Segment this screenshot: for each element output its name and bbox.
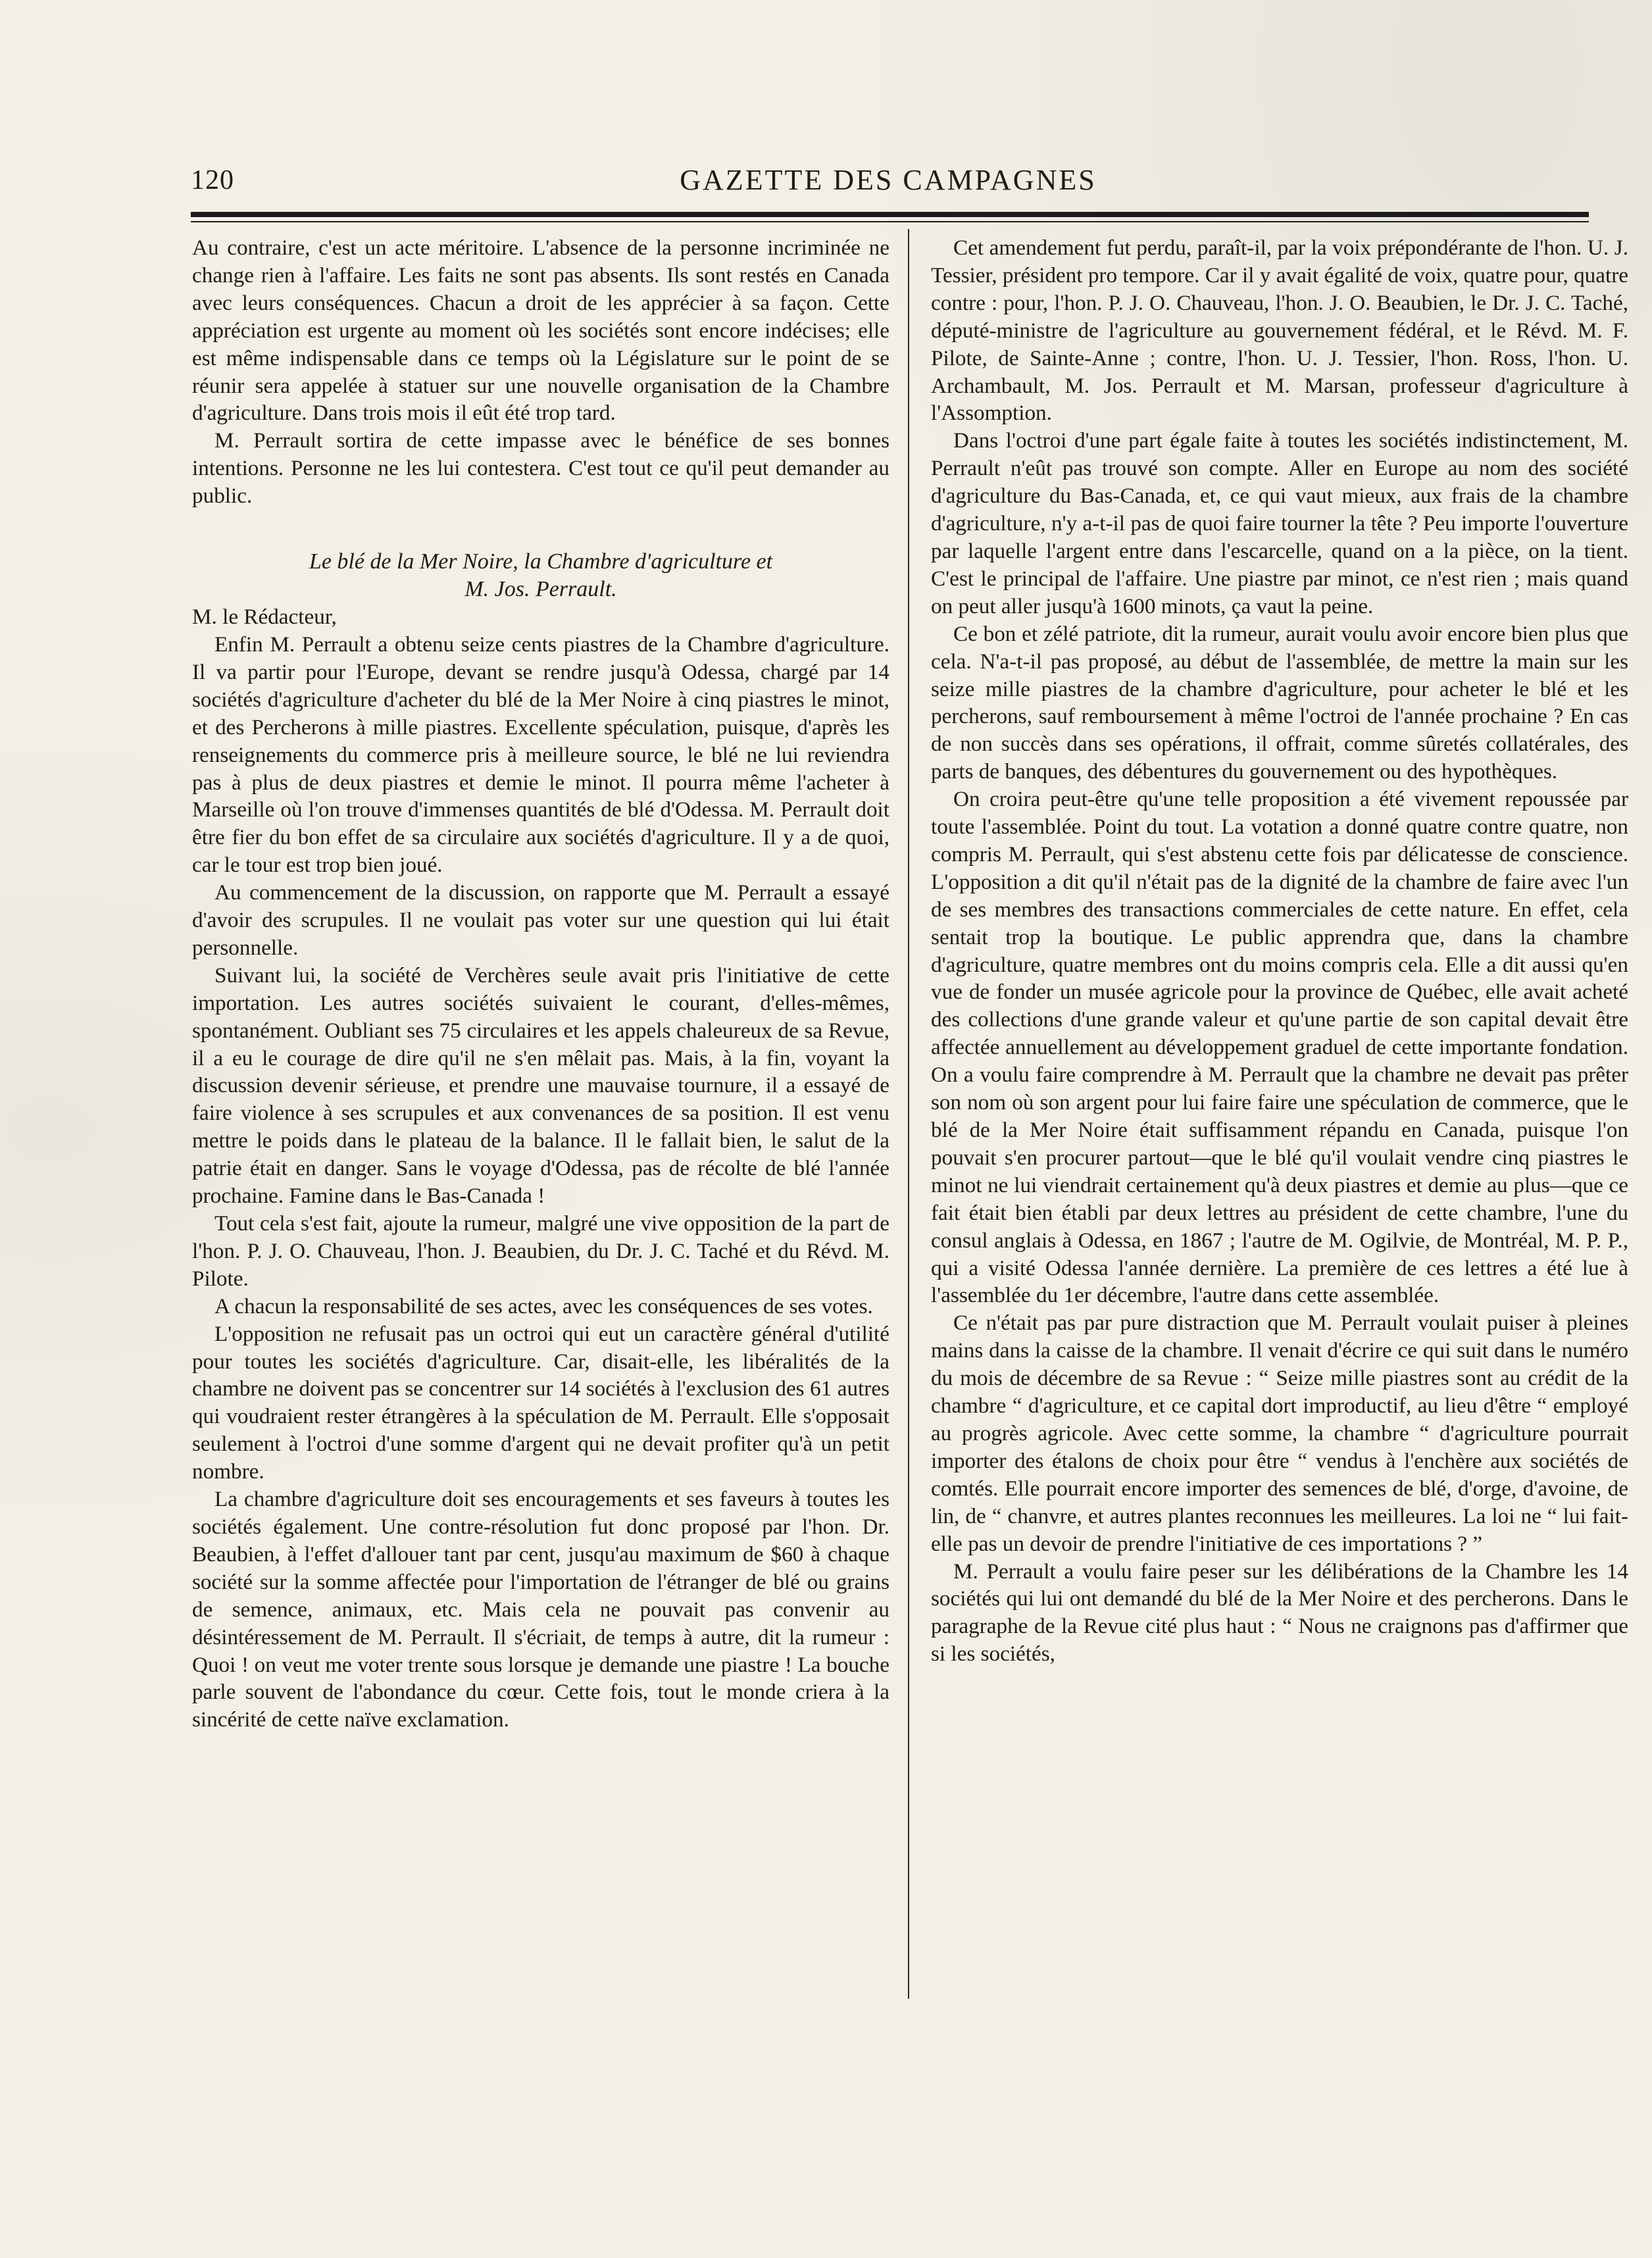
paragraph: On croira peut-être qu'une telle proposition a été vivement repoussée par toute l'assemblée. Point du tout. La votation a donné quatre contre quatre, non compris M. Perrault, qui s'est abstenu cette fois par délicatesse de conscience. L'opposition a dit qu'il n'était pas de la dignité de la chambre de faire avec l'un de ses membres des transactions commerciales de cette nature. En effet, cela sentait trop la boutique. Le public apprendra que, dans la chambre d'agriculture, quatre membres ont du moins compris cela. Elle a dit aussi qu'en vue de fonder un musée agricole pour la province de Québec, elle avait acheté des collections d'une grande valeur et qu'une partie de son capital devait être affectée annuellement au développement graduel de cette importante fondation. On a voulu faire comprendre à M. Perrault que la chambre ne devait pas prêter son nom où son argent pour lui faire faire une spéculation de commerce, que le blé de la Mer Noire était suffisamment répandu en Canada, puisque l'on pouvait s'en procurer partout—que le blé qu'il voulait vendre cinq piastres le minot ne lui viendrait certainement qu'à deux piastres et demie au plus—que ce fait était bien établi par deux lettres au président de cette chambre, l'une du consul anglais à Odessa, en 1867 ; l'autre de M. Ogilvie, de Montréal, M. P. P., qui a visité Odessa l'année dernière. La première de ces lettres a été lue à l'assemblée du 1er décembre, l'autre dans cette assemblée.: [931, 787, 1628, 1308]
paragraph: Au commencement de la discussion, on rapporte que M. Perrault a essayé d'avoir des scrupules. Il ne voulait pas voter sur une question qui lui était personnelle.: [192, 880, 889, 960]
paragraph: L'opposition ne refusait pas un octroi qui eut un caractère général d'utilité pour toutes les sociétés d'agriculture. Car, disait-elle, les libéralités de la chambre ne doivent pas se concentrer sur 14 sociétés à l'exclusion des 61 autres qui voudraient rester étrangères à la spéculation de M. Perrault. Elle s'opposait seulement à l'octroi d'une somme d'argent qui ne devait profiter qu'à un petit nombre.: [192, 1321, 889, 1484]
paragraph: Tout cela s'est fait, ajoute la rumeur, malgré une vive opposition de la part de l'hon. P. J. O. Chauveau, l'hon. J. Beaubien, du Dr. J. C. Taché et du Révd. M. Pilote.: [192, 1211, 889, 1291]
paragraph: Dans l'octroi d'une part égale faite à toutes les sociétés indistinctement, M. Perrault n'eût pas trouvé son compte. Aller en Europe au nom des société d'agriculture du Bas-Canada, et, ce qui vaut mieux, aux frais de la chambre d'agriculture, n'y a-t-il pas de quoi faire tourner la tête ? Peu importe l'ouverture par laquelle l'argent entre dans l'escarcelle, quand on a la pièce, on la tient. C'est le principal de l'affaire. Une piastre par minot, ce n'est rien ; mais quand on peut aller jusqu'à 1600 minots, ça vaut la peine.: [931, 428, 1628, 618]
left-column: [192, 234, 889, 1734]
paragraph: Ce bon et zélé patriote, dit la rumeur, aurait voulu avoir encore bien plus que cela. N'a-t-il pas proposé, au début de l'assemblée, de mettre la main sur les seize mille piastres de la chambre d'agriculture, pour acheter le blé et les percherons, sauf remboursement à même l'octroi de l'année prochaine ? En cas de non succès dans ses opérations, il offrait, comme sûretés collatérales, des parts de banques, des débentures du gouvernement ou des hypothèques.: [931, 621, 1628, 784]
header-rule-thin: [191, 221, 1589, 222]
paragraph: A chacun la responsabilité de ses actes, avec les conséquences de ses votes.: [214, 1293, 873, 1318]
paragraph: La chambre d'agriculture doit ses encouragements et ses faveurs à toutes les sociétés également. Une contre-résolution fut donc proposé par l'hon. Dr. Beaubien, à l'effet d'allouer tant par cent, jusqu'au maximum de $60 à chaque société sur la somme affectée pour l'importation de l'étranger de blé ou grains de semence, animaux, etc. Mais cela ne pouvait pas convenir au désintéressement de M. Perrault. Il s'écriait, de temps à autre, dit la rumeur : Quoi ! on veut me voter trente sous lorsque je demande une piastre ! La bouche parle souvent de l'abondance du cœur. Cette fois, tout le monde criera à la sincérité de cette naïve exclamation.: [192, 1487, 889, 1732]
header-rule-thick: [191, 212, 1589, 217]
article-heading: [192, 548, 889, 603]
page-header: [191, 158, 1586, 204]
article-heading-line: M. Jos. Perrault.: [464, 577, 617, 602]
paragraph: Ce n'était pas par pure distraction que M. Perrault voulait puiser à pleines mains dans la caisse de la chambre. Il venait d'écrire ce qui suit dans le numéro du mois de décembre de sa Revue : “ Seize mille piastres sont au crédit de la chambre “ d'agriculture, et ce capital dort improductif, au lieu d'être “ employé au progrès agricole. Avec cette somme, la chambre “ d'agriculture pourrait importer des étalons de choix pour être “ vendus à l'enchère aux sociétés de comtés. Elle pourrait encore importer des semences de blé, d'orge, d'avoine, de lin, de “ chanvre, et autres plantes reconnues les meilleures. La loi ne “ lui fait-elle pas un devoir de prendre l'initiative de ces importations ? ”: [931, 1311, 1628, 1556]
paragraph: Enfin M. Perrault a obtenu seize cents piastres de la Chambre d'agriculture. Il va partir pour l'Europe, devant se rendre jusqu'à Odessa, chargé par 14 sociétés d'agriculture d'acheter du blé de la Mer Noire à cinq piastres le minot, et des Percherons à mille piastres. Excellente spéculation, puisque, d'après les renseignements du commerce pris à meilleure source, le blé ne lui reviendra pas à plus de deux piastres et demie le minot. Il pourra même l'acheter à Marseille où l'on trouve d'immenses quantités de blé d'Odessa. M. Perrault doit être fier du bon effet de sa circulaire aux sociétés d'agriculture. Il y a de quoi, car le tour est trop bien joué.: [192, 632, 889, 878]
paragraph: M. Perrault sortira de cette impasse avec le bénéfice de ses bonnes intentions. Personne ne les lui contestera. C'est tout ce qu'il peut demander au public.: [192, 428, 889, 509]
paragraph: M. Perrault a voulu faire peser sur les délibérations de la Chambre les 14 sociétés qui lui ont demandé du blé de la Mer Noire et des percherons. Dans le paragraphe de la Revue cité plus haut : “ Nous ne craignons pas d'affirmer que si les sociétés,: [931, 1559, 1628, 1667]
paragraph: Suivant lui, la société de Verchères seule avait pris l'initiative de cette importation. Les autres sociétés suivaient le courant, d'elles-mêmes, spontanément. Oubliant ses 75 circulaires et les appels chaleureux de sa Revue, il a eu le courage de dire qu'il ne s'en mêlait pas. Mais, à la fin, voyant la discussion devenir sérieuse, et prendre une mauvaise tournure, il a essayé de faire violence à ses scrupules et aux convenances de sa position. Il est venu mettre le poids dans le plateau de la balance. Il le fallait bien, le salut de la patrie était en danger. Sans le voyage d'Odessa, pas de récolte de blé l'année prochaine. Famine dans le Bas-Canada !: [192, 963, 889, 1209]
paragraph: Au contraire, c'est un acte méritoire. L'absence de la personne incriminée ne change rien à l'affaire. Les faits ne sont pas absents. Ils sont restés en Canada avec leurs conséquences. Chacun a droit de les apprécier à sa façon. Cette appréciation est urgente au moment où les sociétés sont encore indécises; elle est même indispensable dans ce temps où la Législature sur le point de se réunir sera appelée à statuer sur une nouvelle organisation de la Chambre d'agriculture. Dans trois mois il eût été trop tard.: [192, 236, 889, 426]
journal-title: GAZETTE DES CAMPAGNES: [680, 164, 1097, 196]
salutation: M. le Rédacteur,: [192, 605, 337, 630]
column-divider: [908, 229, 909, 1999]
page-number: 120: [191, 165, 234, 195]
paragraph: Cet amendement fut perdu, paraît-il, par la voix prépondérante de l'hon. U. J. Tessier, président pro tempore. Car il y avait égalité de voix, quatre pour, quatre contre : pour, l'hon. P. J. O. Chauveau, l'hon. J. O. Beaubien, le Dr. J. C. Taché, député-ministre de l'agriculture au gouvernement fédéral, et le Révd. M. F. Pilote, de Sainte-Anne ; contre, l'hon. U. J. Tessier, l'hon. Ross, l'hon. U. Archambault, M. Jos. Perrault et M. Marsan, professeur d'agriculture à l'Assomption.: [931, 236, 1628, 426]
right-column: [931, 234, 1628, 1668]
article-heading-line: Le blé de la Mer Noire, la Chambre d'agriculture et: [309, 549, 773, 574]
